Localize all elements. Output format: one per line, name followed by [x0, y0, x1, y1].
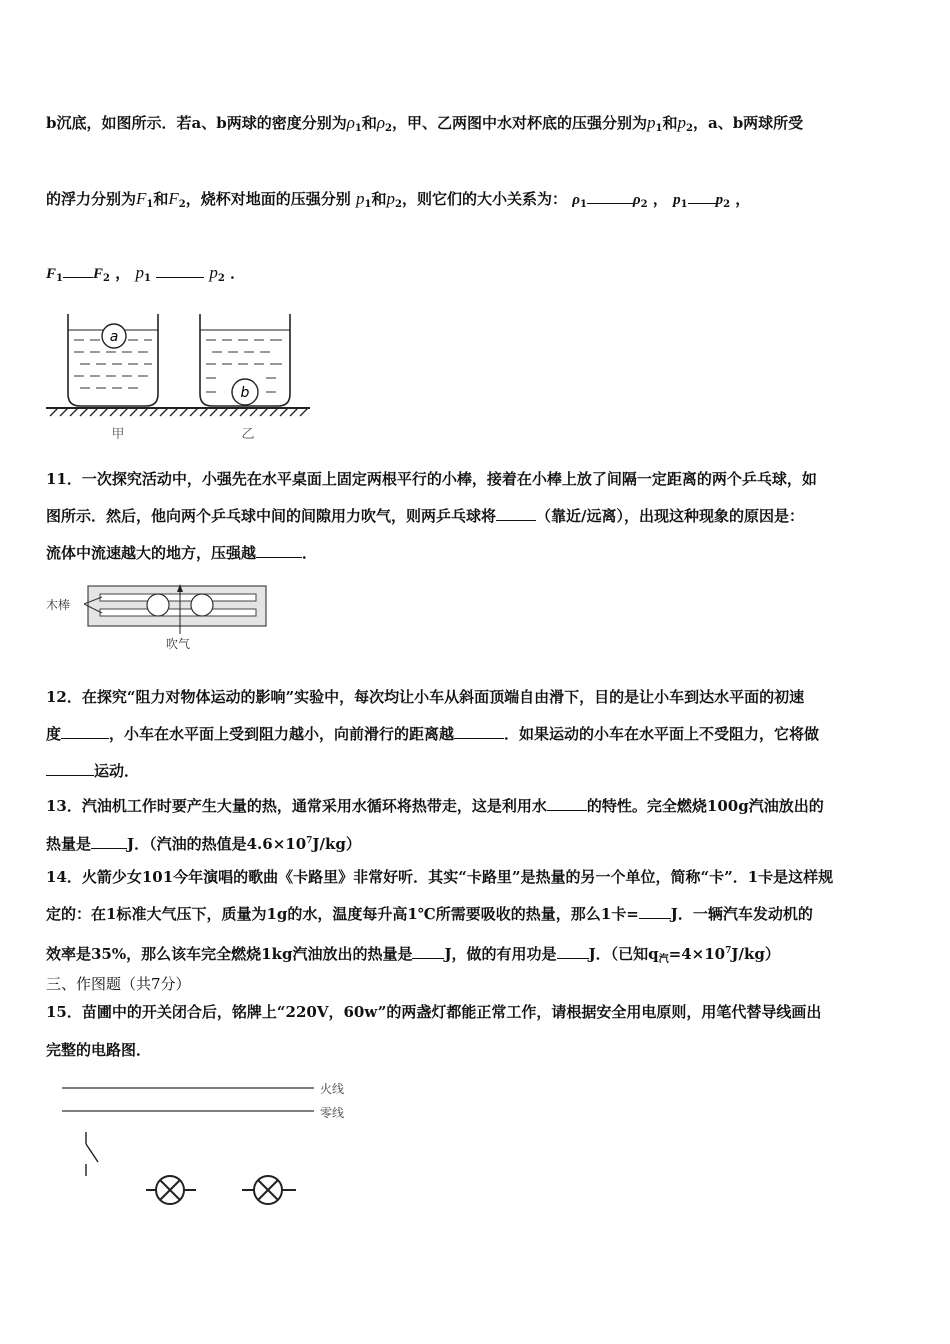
label-yi: 乙 — [241, 427, 255, 442]
answer-blank-q13b[interactable] — [91, 834, 127, 849]
answer-blank-F[interactable] — [63, 263, 93, 278]
answer-blank-q11a[interactable] — [496, 506, 536, 521]
q11-line1: 11．一次探究活动中，小强先在水平桌面上固定两根平行的小棒，接着在小棒上放了间隔一定距离的两个乒乓球，如 — [46, 470, 817, 488]
answer-blank-q12c[interactable] — [46, 761, 94, 776]
q10-line1: b沉底，如图所示．若a、b两球的密度分别为$\rho_1$和$\rho_2$，甲、乙两图中水对杯底的压强分别为$p_1$和$p_2$，a、b两球所受 — [46, 113, 804, 134]
q14-line1: 14．火箭少女101今年演唱的歌曲《卡路里》非常好听．其实“卡路里”是热量的另一个单位，简称“卡”．1卡是这样规 — [46, 868, 834, 886]
q12-line1: 12．在探究“阻力对物体运动的影响”实验中，每次均让小车从斜面顶端自由滑下，目的是让小车到达水平面的初速 — [46, 688, 805, 706]
label-neutral: 零线 — [320, 1106, 345, 1120]
ball-a-label: a — [109, 329, 119, 345]
q12-line3: 运动． — [46, 760, 910, 782]
q12-line2: 度 ，小车在水平面上受到阻力越小，向前滑行的距离越 ．如果运动的小车在水平面上不受阻力，它将做 — [46, 725, 820, 743]
answer-blank-rho[interactable] — [587, 189, 633, 204]
section-heading: 三、作图题（共7分） — [46, 975, 191, 993]
beakers-figure — [40, 306, 320, 446]
label-stick: 木棒 — [46, 598, 71, 612]
label-jia: 甲 — [111, 427, 125, 442]
q10-line3: $F_1$ $F_2$ ， $p_1$ $p_2$ ． — [46, 263, 246, 284]
ball-b-label: b — [240, 385, 250, 401]
label-blow: 吹气 — [166, 637, 191, 651]
label-live: 火线 — [320, 1082, 345, 1096]
answer-blank-q13a[interactable] — [547, 796, 587, 811]
answer-blank-p[interactable] — [688, 189, 716, 204]
q11-line2: 图所示．然后，他向两个乒乓球中间的间隙用力吹气，则两乒乓球将 （靠近/远离），出现这种现象的原因是： — [46, 507, 804, 525]
q13-line1: 13．汽油机工作时要产生大量的热，通常采用水循环将热带走，这是利用水 的特性。完全燃烧100g汽油放出的 — [46, 797, 824, 815]
q13-line2: 热量是 J．（汽油的热值是$4.6\times 10^7J/kg$） — [46, 835, 361, 853]
pingpong-figure — [44, 582, 274, 654]
switch-symbol — [86, 1132, 98, 1176]
q14-line2: 定的：在1标准大气压下，质量为1g的水，温度每升高1℃所需要吸收的热量，那么1卡= J．一辆汽车发动机的 — [46, 905, 813, 923]
answer-blank-p-prime[interactable] — [156, 263, 204, 278]
answer-blank-q11b[interactable] — [256, 543, 302, 558]
answer-blank-q14b[interactable] — [412, 944, 444, 959]
q14-line3: 效率是35%，那么该车完全燃烧1kg汽油放出的热量是 J，做的有用功是 J．（已知$q_汽=4\times 10^7J/kg$） — [46, 945, 780, 965]
answer-blank-q12b[interactable] — [454, 724, 504, 739]
lamp-1 — [146, 1176, 196, 1204]
q11-line3: 流体中流速越大的地方，压强越 ． — [46, 544, 318, 562]
q15-line2: 完整的电路图． — [46, 1041, 152, 1059]
answer-blank-q14c[interactable] — [557, 944, 589, 959]
answer-blank-q14a[interactable] — [639, 904, 671, 919]
answer-blank-q12a[interactable] — [61, 724, 109, 739]
circuit-figure — [56, 1078, 376, 1218]
q15-line1: 15．苗圃中的开关闭合后，铭牌上“220V，60w”的两盏灯都能正常工作，请根据安全用电原则，用笔代替导线画出 — [46, 1003, 822, 1021]
pingpong-ball-right — [191, 594, 213, 616]
pingpong-ball-left — [147, 594, 169, 616]
q10-line2: 的浮力分别为$F_1$和$F_2$，烧杯对地面的压强分别 $p_1$和$p_2$，则它们的大小关系为： $\rho_1$ $\rho_2$ ， $p_1$ $p_2$ ， — [46, 189, 751, 210]
lamp-2 — [242, 1176, 296, 1204]
